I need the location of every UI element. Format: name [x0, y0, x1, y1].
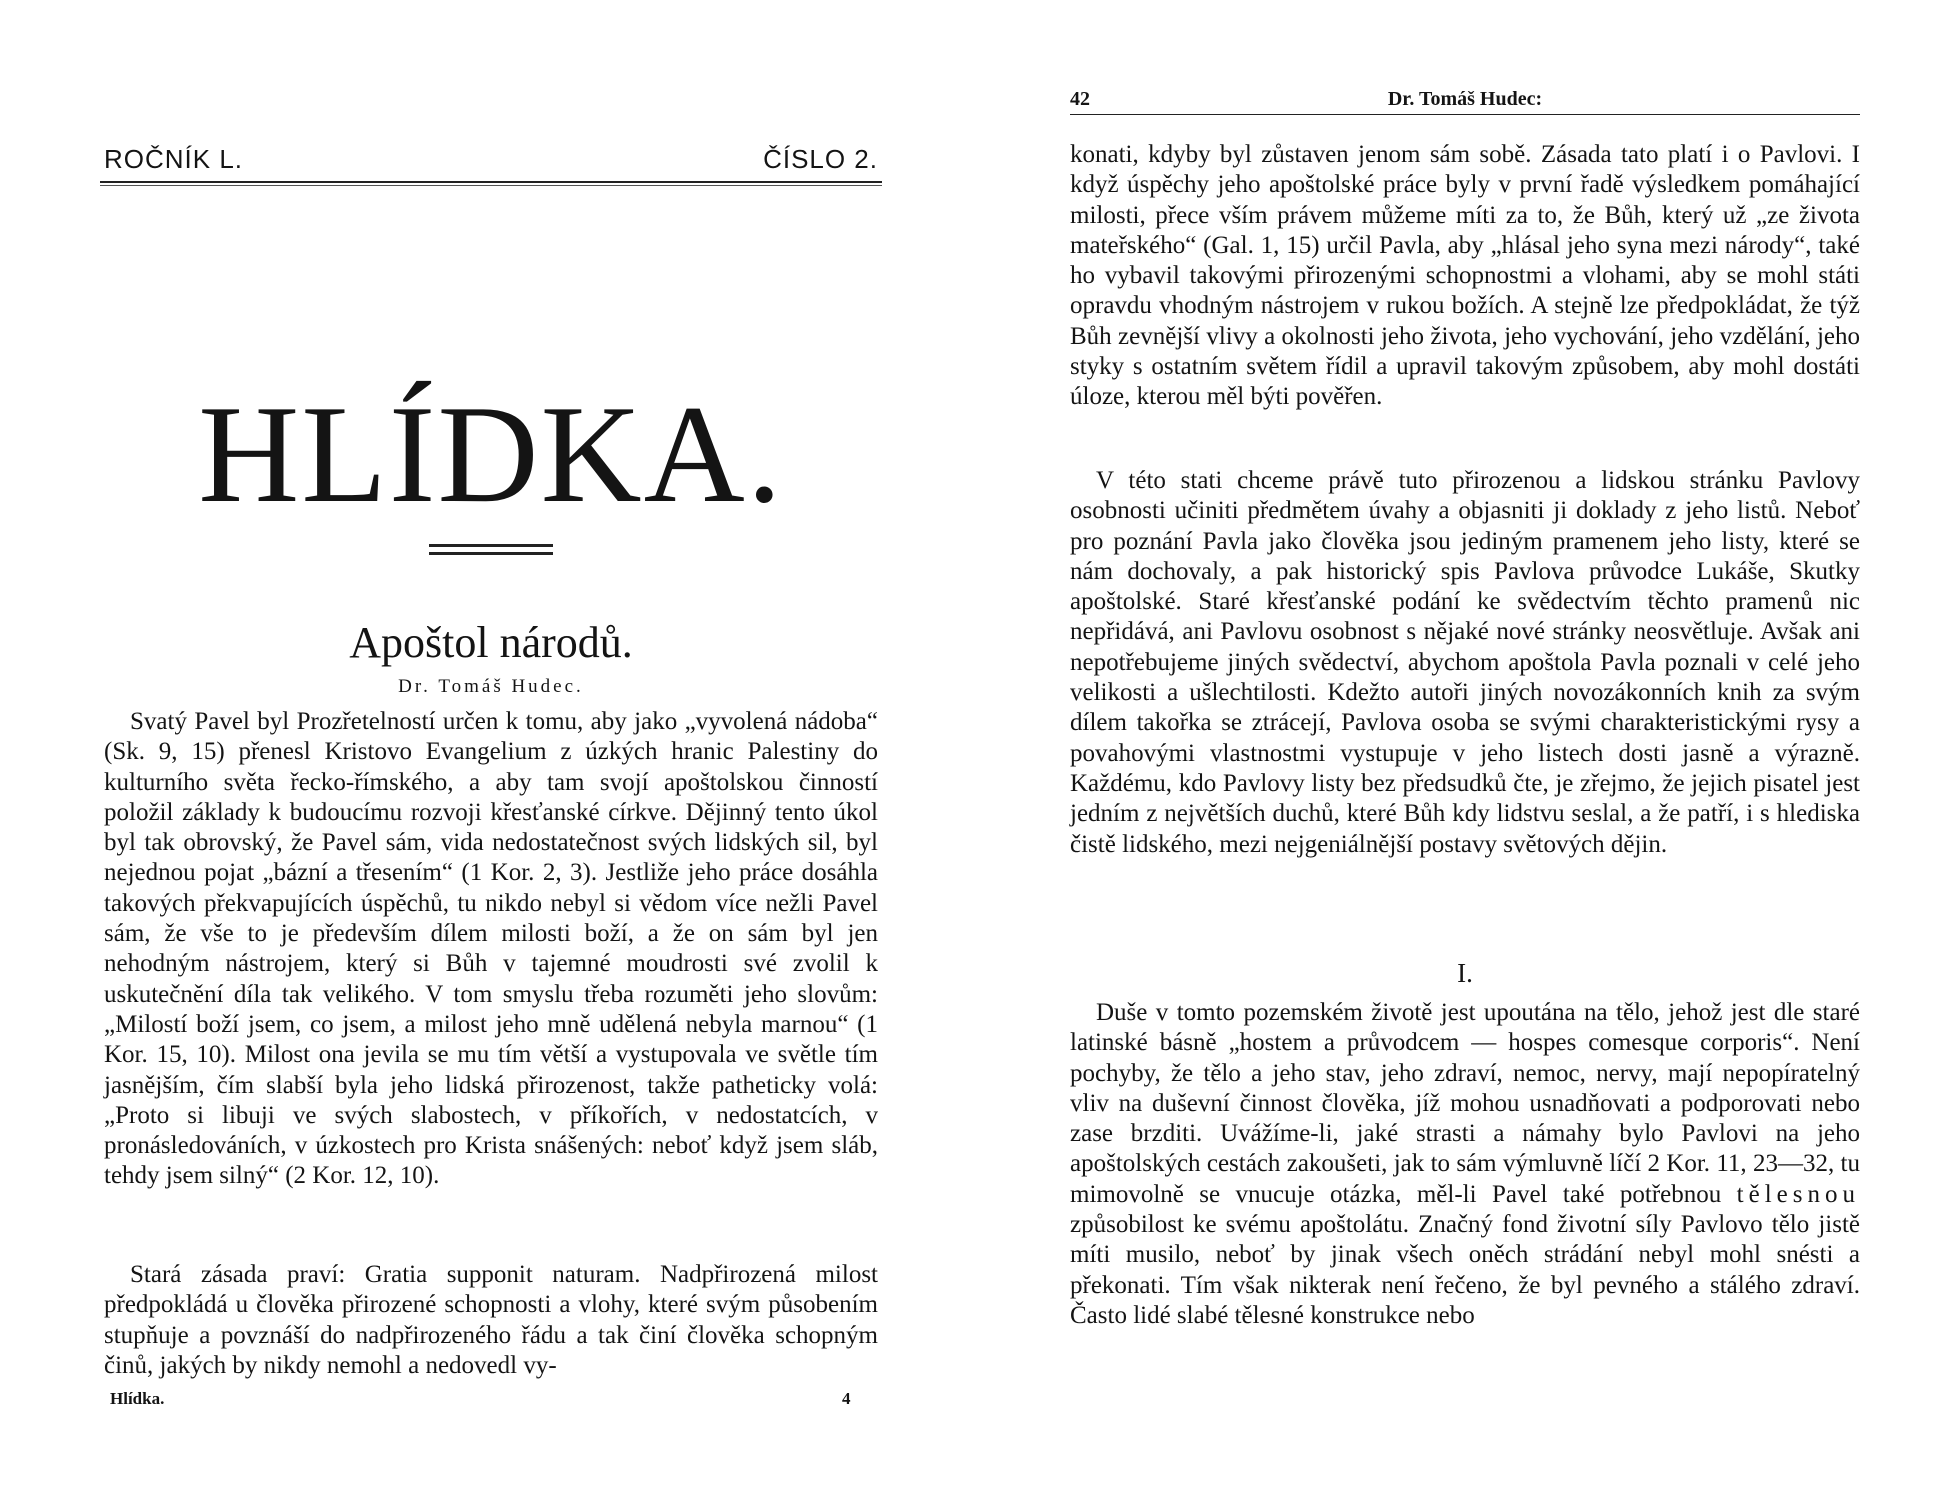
running-title: Dr. Tomáš Hudec:: [1387, 88, 1543, 110]
page-number: 42: [1070, 88, 1090, 110]
running-header-rule: [1070, 114, 1860, 115]
section-number: I.: [1457, 958, 1473, 988]
issue-label: ČÍSLO 2.: [763, 144, 878, 174]
masthead: HLÍDKA.: [198, 377, 784, 532]
left-paragraph-2: Stará zásada praví: Gratia supponit naturam. Nadpřirozená milost předpokládá u člověka přirozené schopnosti a vlohy, které svým působením stupňuje a povznáší do nadpřirozeného řádu a tak činí člověka schopným činů, jakých by nikdy nemohl a nedovedl vy-: [104, 1261, 878, 1379]
right-paragraph-1: konati, kdyby byl zůstaven jenom sám sobě. Zásada tato platí i o Pavlovi. I když úspěchy jeho apoštolské práce byly v první řadě výsledkem pomáhající milosti, přece vším právem můžeme míti za to, že Bůh, který už „ze života mateřského“ (Gal. 1, 15) určil Pavla, aby „hlásal jeho syna mezi národy“, také ho vybavil takovými přirozenými schopnostmi a vlohami, aby se mohl státi opravdu vhodným nástrojem v rukou božích. A stejně lze předpokládat, že týž Bůh zevnější vlivy a okolnosti jeho života, jeho vychování, jeho vzdělání, jeho styky s ostatním světem řídil a upravil takovým způsobem, aby mohl dostáti úloze, kterou měl býti pověřen.: [1070, 141, 1860, 411]
article-author: Dr. Tomáš Hudec.: [398, 676, 584, 697]
left-paragraph-1: Svatý Pavel byl Prozřetelností určen k tomu, aby jako „vyvolená nádoba“ (Sk. 9, 15) přenesl Kristovo Evangelium z úzkých hranic Palestiny do kulturního světa řecko-římského, a aby tam svojí apoštolskou činností položil základy k budoucímu rozvoji křesťanské církve. Dějinný tento úkol byl tak obrovský, že Pavel sám, vida nedostatečnost svých lidských sil, byl nejednou pojat „bázní a třesením“ (1 Kor. 2, 3). Jestliže jeho práce dosáhla takových překvapujících úspěchů, tu nikdo nebyl si vědom více nežli Pavel sám, že vše to je především dílem milosti boží, a že on sám byl jen nehodným nástrojem, který si Bůh v tajemné moudrosti své zvolil k uskutečnění díla tak velikého. V tom smyslu třeba rozuměti jeho slovům: „Milostí boží jsem, co jsem, a milost jeho mně udělená nebyla marnou“ (1 Kor. 15, 10). Milost ona jevila se mu tím větší a vystupovala ve světle tím jasnějším, čím slabší byla jeho lidská přirozenost, takže patheticky volá: „Proto si libuji ve svých slabostech, v příkořích, v nedostatcích, v pronásledováních, v úzkostech pro Krista snášených: neboť když jsem sláb, tehdy jsem silný“ (2 Kor. 12, 10).: [104, 708, 878, 1190]
emphasized-word: tělesnou: [1736, 1180, 1860, 1208]
masthead-rule-top: [429, 544, 553, 547]
volume-label: ROČNÍK L.: [104, 144, 244, 174]
article-title: Apoštol národů.: [349, 618, 633, 667]
right-paragraph-3-part-1: Duše v tomto pozemském životě jest upoutána na tělo, jehož jest dle staré latinské básně „hostem a průvodcem — hospes comesque corporis“. Není pochyby, že tělo a jeho stav, jeho zdraví, nemoc, nervy, mají nepopíratelný vliv na duševní činnost člověka, jíž mohou usnadňovati a podporovati nebo zase brzditi. Uvážíme-li, jaké strasti a námahy bylo Pavlovi na jeho apoštolských cestách zakoušeti, jak to sám výmluvně líčí 2 Kor. 11, 23—32, tu mimovolně se vnucuje otázka, měl-li Pavel také potřebnou: [1070, 999, 1860, 1208]
right-paragraph-3-part-2: způsobilost ke svému apoštolátu. Značný fond životní síly Pavlovo tělo jistě míti musilo, neboť by jinak všech oněch strádání nebyl mohl snésti a překonati. Tím však nikterak není řečeno, že byl pevného a stálého zdraví. Často lidé slabé tělesné konstrukce nebo: [1070, 1211, 1860, 1329]
footer-sheet-number: 4: [842, 1389, 851, 1408]
masthead-rule-bottom: [429, 552, 553, 555]
right-paragraph-3: [1070, 998, 1860, 1331]
left-page: [100, 0, 882, 1500]
footer-signature: Hlídka.: [110, 1389, 165, 1408]
right-page: [1070, 0, 1860, 1500]
volume-header: [104, 144, 878, 175]
header-rule: [100, 181, 882, 186]
right-paragraph-2: V této stati chceme právě tuto přirozenou a lidskou stránku Pavlovy osobnosti učiniti předmětem úvahy a objasniti ji doklady z jeho listů. Neboť pro poznání Pavla jako člověka jsou jediným pramenem jeho listy, které se nám dochovaly, a pak historický spis Pavlova průvodce Lukáše, Skutky apoštolské. Staré křesťanské podání ke svědectvím těchto pramenů nic nepřidává, ani Pavlovu osobnost s nějaké nové stránky neosvětluje. Avšak ani nepotřebujeme jiných svědectví, abychom apoštola Pavla poznali v celé jeho velikosti a ušlechtilosti. Kdežto autoři jiných novozákonních knih za svým dílem takořka se ztrácejí, Pavlova osoba se svými charakteristickými rysy a povahovými vlastnostmi vystupuje v jeho listech dosti jasně a výrazně. Každému, kdo Pavlovy listy bez předsudků čte, je zřejmo, že jejich pisatel jest jedním z největších duchů, které Bůh kdy lidstvu seslal, a že patří, i s hlediska čistě lidského, mezi nejgeniálnější postavy světových dějin.: [1070, 467, 1860, 858]
